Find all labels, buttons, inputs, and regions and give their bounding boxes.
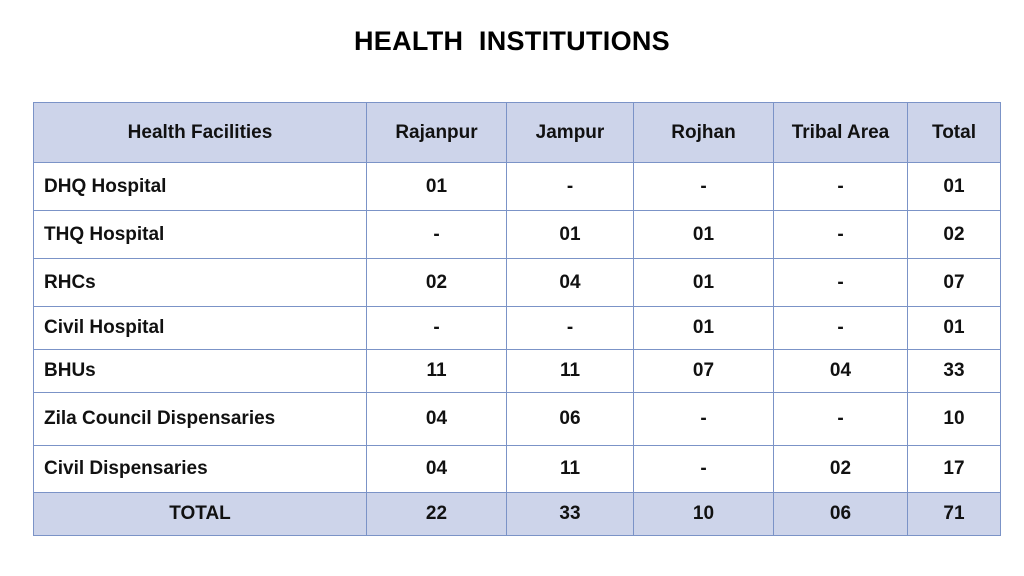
cell-rojhan: - [634, 163, 774, 211]
page-title: HEALTH INSTITUTIONS [354, 26, 670, 56]
cell-rajanpur: 01 [367, 163, 507, 211]
total-jampur: 33 [507, 493, 634, 536]
table-row [34, 446, 1001, 493]
cell-rajanpur: 04 [367, 393, 507, 446]
cell-jampur: 11 [507, 446, 634, 493]
cell-rojhan: - [634, 393, 774, 446]
cell-rojhan: 07 [634, 350, 774, 393]
table-row [34, 307, 1001, 350]
cell-total: 02 [908, 211, 1001, 259]
cell-total: 01 [908, 307, 1001, 350]
cell-tribal-area: 04 [774, 350, 908, 393]
header-rajanpur: Rajanpur [367, 103, 507, 163]
facility-name: BHUs [34, 350, 367, 393]
header-jampur: Jampur [507, 103, 634, 163]
cell-jampur: 04 [507, 259, 634, 307]
cell-rajanpur: 02 [367, 259, 507, 307]
cell-jampur: 06 [507, 393, 634, 446]
header-total: Total [908, 103, 1001, 163]
cell-rajanpur: - [367, 307, 507, 350]
table-row [34, 393, 1001, 446]
cell-tribal-area: - [774, 393, 908, 446]
facility-name: DHQ Hospital [34, 163, 367, 211]
facility-name: RHCs [34, 259, 367, 307]
cell-rajanpur: 04 [367, 446, 507, 493]
cell-jampur: - [507, 163, 634, 211]
total-label: TOTAL [34, 493, 367, 536]
cell-rojhan: 01 [634, 307, 774, 350]
cell-jampur: - [507, 307, 634, 350]
cell-tribal-area: - [774, 259, 908, 307]
facility-name: THQ Hospital [34, 211, 367, 259]
header-tribal-area: Tribal Area [774, 103, 908, 163]
total-rojhan: 10 [634, 493, 774, 536]
header-rojhan: Rojhan [634, 103, 774, 163]
cell-total: 10 [908, 393, 1001, 446]
cell-rojhan: - [634, 446, 774, 493]
cell-rajanpur: - [367, 211, 507, 259]
cell-total: 07 [908, 259, 1001, 307]
table-row [34, 259, 1001, 307]
header-health-facilities: Health Facilities [34, 103, 367, 163]
cell-tribal-area: 02 [774, 446, 908, 493]
cell-rojhan: 01 [634, 259, 774, 307]
cell-jampur: 01 [507, 211, 634, 259]
cell-total: 17 [908, 446, 1001, 493]
cell-tribal-area: - [774, 163, 908, 211]
cell-jampur: 11 [507, 350, 634, 393]
table-row [34, 350, 1001, 393]
total-tribal-area: 06 [774, 493, 908, 536]
facility-name: Civil Hospital [34, 307, 367, 350]
total-rajanpur: 22 [367, 493, 507, 536]
cell-total: 01 [908, 163, 1001, 211]
health-institutions-table [33, 102, 1001, 536]
table-total-row [34, 493, 1001, 536]
cell-rajanpur: 11 [367, 350, 507, 393]
table-row [34, 211, 1001, 259]
cell-total: 33 [908, 350, 1001, 393]
facility-name: Zila Council Dispensaries [34, 393, 367, 446]
facility-name: Civil Dispensaries [34, 446, 367, 493]
cell-tribal-area: - [774, 307, 908, 350]
table-row [34, 163, 1001, 211]
table-header-row [34, 103, 1001, 163]
total-total: 71 [908, 493, 1001, 536]
cell-tribal-area: - [774, 211, 908, 259]
cell-rojhan: 01 [634, 211, 774, 259]
